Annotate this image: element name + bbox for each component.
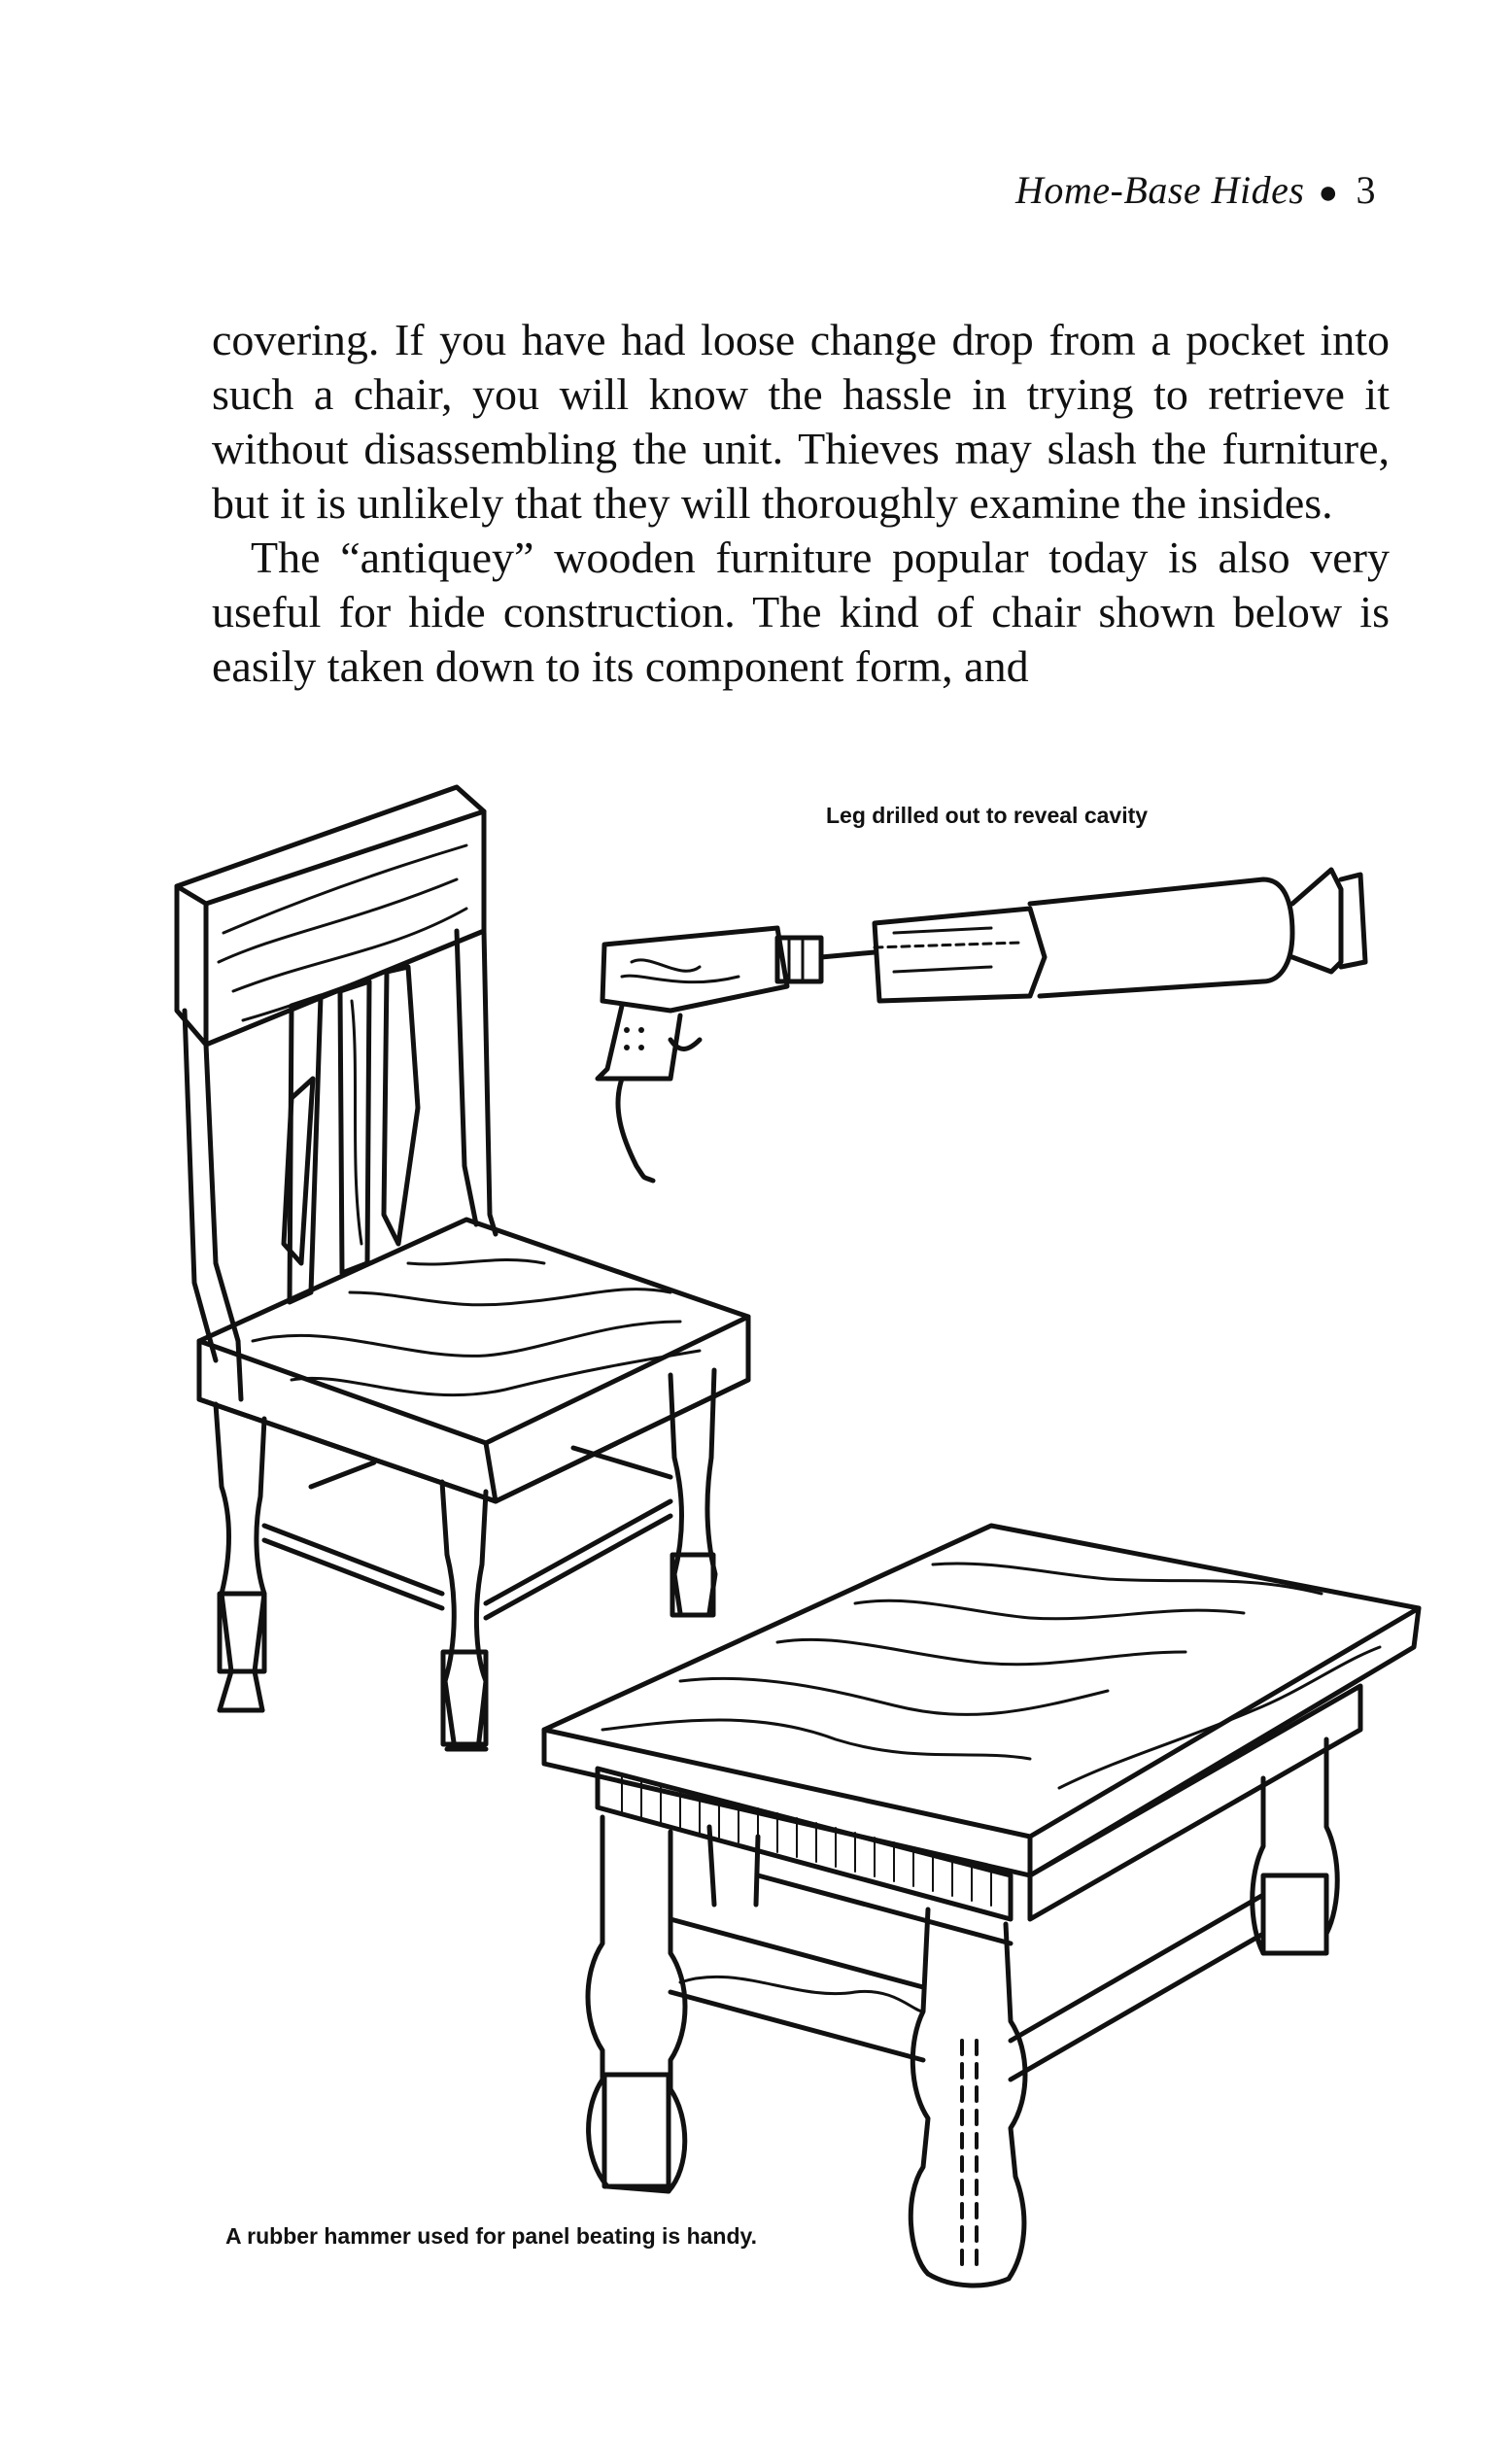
paragraph-2: The “antiquey” wooden furniture popular today is also very useful for hide construction. The kind of chair shown below is easily taken down to its component form, and (212, 533, 1390, 691)
caption-drill: Leg drilled out to reveal cavity (826, 803, 1149, 828)
table-drawing (544, 1526, 1419, 2286)
paragraph-1: covering. If you have had loose change drop from a pocket into such a chair, you will know the hassle in trying to retrieve it without disassembling the unit. Thieves may slash the furniture, but it is unlikely that they will thoroughly examine the insides. (212, 315, 1390, 528)
caption-hammer: A rubber hammer used for panel beating is handy. (225, 2223, 757, 2249)
chair-drawing (177, 787, 748, 1749)
bullet-icon: ● (1318, 175, 1339, 211)
drill-drawing (598, 870, 1365, 1181)
page-number: 3 (1356, 168, 1376, 212)
running-head-title: Home-Base Hides (1015, 168, 1305, 212)
